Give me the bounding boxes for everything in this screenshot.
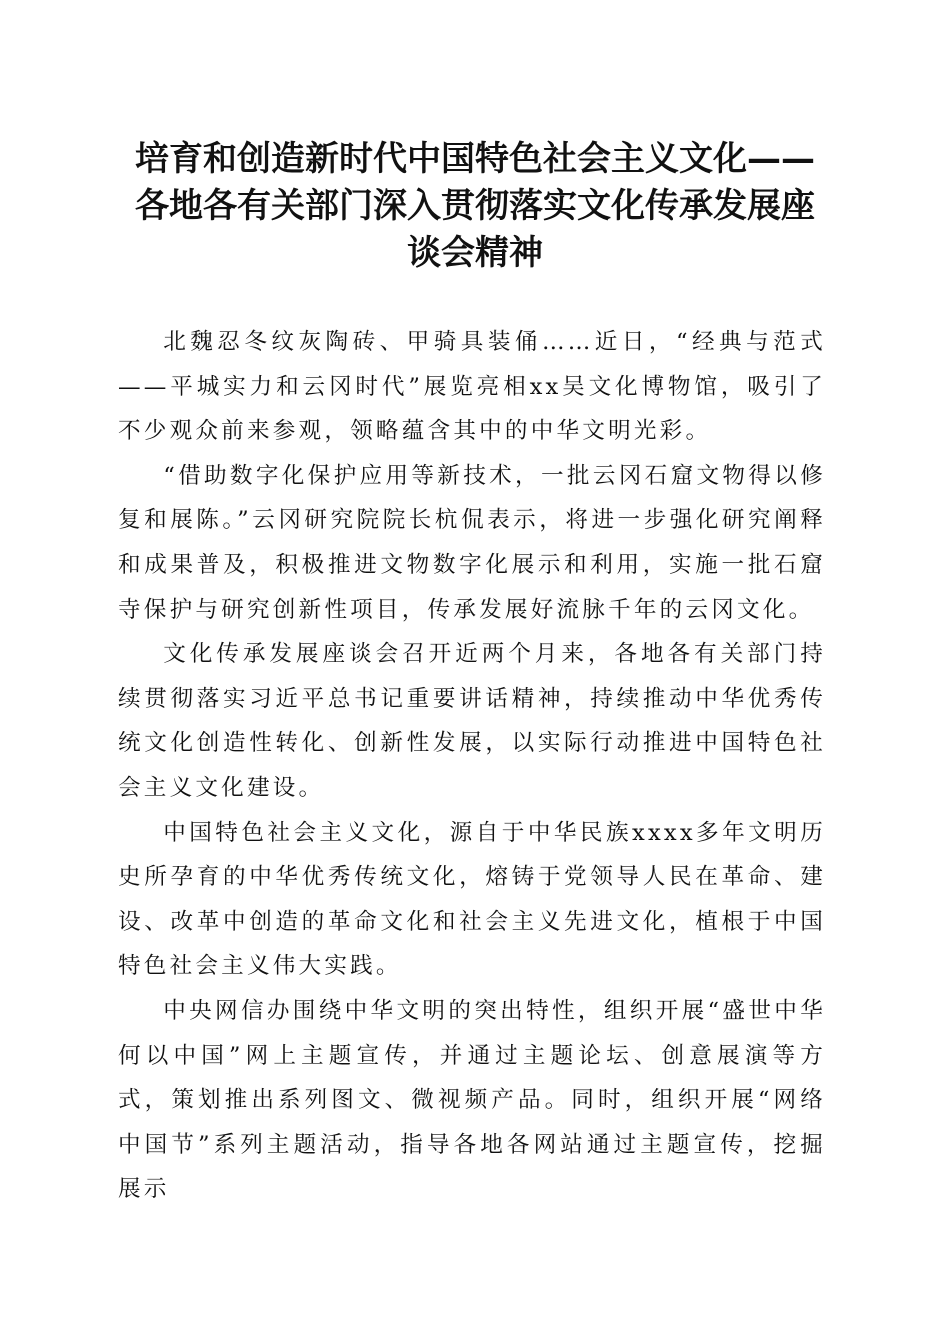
paragraph-5: 中央网信办围绕中华文明的突出特性，组织开展“盛世中华何以中国”网上主题宣传，并通过主题论坛、创意展演等方式，策划推出系列图文、微视频产品。同时，组织开展“网络中国节”系列主题活动，指导各地各网站通过主题宣传，挖掘展示 [118, 997, 826, 1203]
paragraph-1: 北魏忍冬纹灰陶砖、甲骑具装俑……近日，“经典与范式——平城实力和云冈时代”展览亮相xx吴文化博物馆，吸引了不少观众前来参观，领略蕴含其中的中华文明光彩。 [118, 329, 826, 445]
paragraph-4: 中国特色社会主义文化，源自于中华民族xxxx多年文明历史所孕育的中华优秀传统文化，熔铸于党领导人民在革命、建设、改革中创造的革命文化和社会主义先进文化，植根于中国特色社会主义伟大实践。 [118, 819, 826, 980]
paragraph-2: “借助数字化保护应用等新技术，一批云冈石窟文物得以修复和展陈。”云冈研究院院长杭侃表示，将进一步强化研究阐释和成果普及，积极推进文物数字化展示和利用，实施一批石窟寺保护与研究创新性项目，传承发展好流脉千年的云冈文化。 [118, 462, 826, 623]
title-line-1: 培育和创造新时代中国特色社会主义文化—— [135, 139, 815, 179]
document-body [118, 320, 826, 1212]
paragraph-3: 文化传承发展座谈会召开近两个月来，各地各有关部门持续贯彻落实习近平总书记重要讲话精神，持续推动中华优秀传统文化创造性转化、创新性发展，以实际行动推进中国特色社会主义文化建设。 [118, 641, 826, 801]
title-line-2: 各地各有关部门深入贯彻落实文化传承发展座 [135, 186, 815, 226]
title-line-3: 谈会精神 [407, 233, 543, 273]
document-title [110, 136, 840, 277]
